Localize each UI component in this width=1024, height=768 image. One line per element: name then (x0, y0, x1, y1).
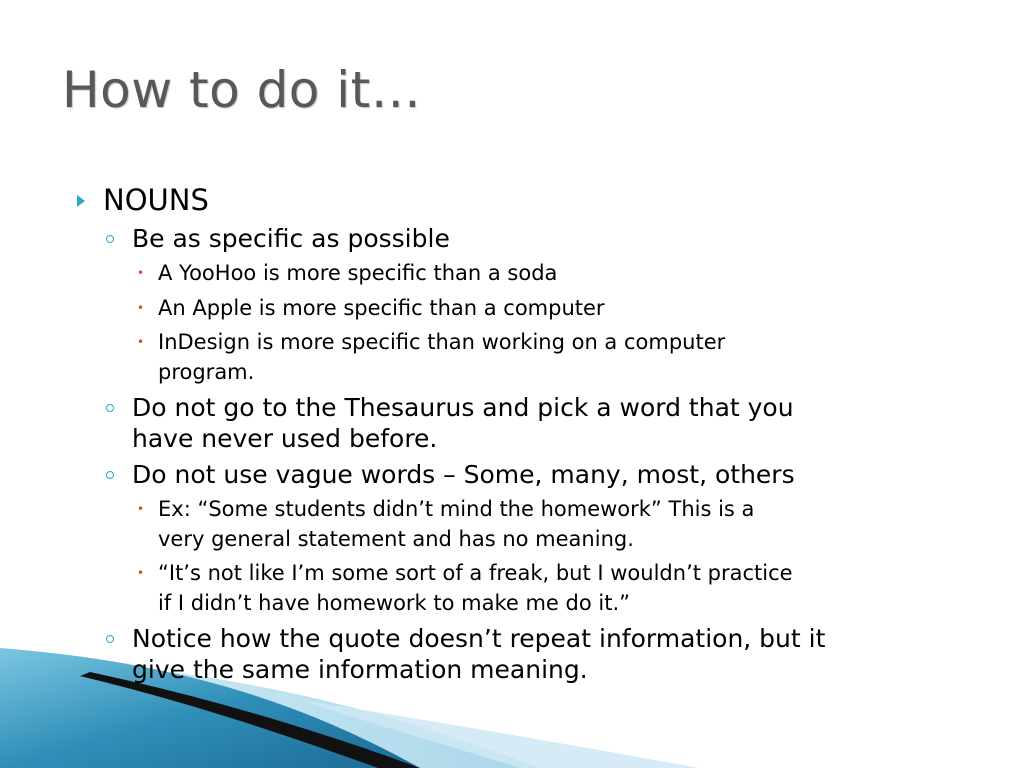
bullet-level3-text: if I didn’t have homework to make me do it.” (158, 590, 631, 615)
bullet-level2-text: Be as specific as possible (132, 224, 450, 253)
bullet-level3-text: Ex: “Some students didn’t mind the homework” This is a (158, 497, 755, 521)
bullet-level2-text: Notice how the quote doesn’t repeat information, but it (132, 624, 826, 653)
bullet-level2-text: have never used before. (132, 424, 438, 453)
bullet-level3-text: very general statement and has no meaning. (158, 526, 634, 551)
bullet-level3-text: “It’s not like I’m some sort of a freak, but I wouldn’t practice (158, 561, 793, 585)
ring-bullet-icon (106, 404, 114, 412)
slide-title: How to do it… (62, 61, 422, 119)
dot-bullet-icon: • (137, 566, 145, 580)
bullet-level2-text: give the same information meaning. (132, 655, 588, 684)
bullet-level3-text: program. (158, 359, 255, 384)
bullet-level3-text: An Apple is more specific than a computer (158, 295, 605, 320)
ring-bullet-icon (106, 635, 114, 643)
bullet-level2-text: Do not use vague words – Some, many, most, others (132, 460, 795, 489)
dot-bullet-icon: • (137, 335, 145, 349)
ring-bullet-icon (106, 235, 114, 243)
bullet-level3-text: A YooHoo is more specific than a soda (158, 261, 558, 285)
bullet-level3-text: InDesign is more specific than working on a computer (158, 330, 726, 354)
bullet-level1-text: NOUNS (103, 183, 209, 217)
triangle-bullet-icon (77, 195, 85, 207)
dot-bullet-icon: • (137, 300, 145, 315)
bullet-level2-text: Do not go to the Thesaurus and pick a word that you (132, 393, 794, 422)
dot-bullet-icon: • (137, 502, 145, 516)
dot-bullet-icon: • (137, 266, 145, 280)
ring-bullet-icon (106, 471, 114, 479)
